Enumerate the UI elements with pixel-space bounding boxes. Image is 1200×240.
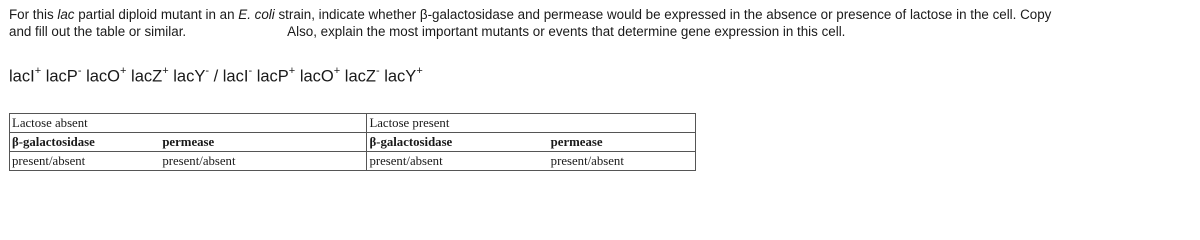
gene-base: lacP (252, 67, 289, 86)
gene-base: lacY (379, 67, 417, 86)
column-beta-galactosidase-absent: β-galactosidase (10, 133, 161, 152)
gene-superscript: - (205, 65, 209, 77)
gene-superscript: - (375, 65, 380, 77)
question-line-1 (9, 6, 1194, 23)
question-italic-ecoli: E. coli (238, 7, 275, 22)
question-text-segment: partial diploid mutant in an (74, 7, 239, 22)
gene-base: / lacI (209, 67, 249, 86)
question-text-segment: and fill out the table or similar. (9, 24, 187, 39)
gene-base: lacZ (340, 67, 376, 86)
gene-superscript: + (34, 65, 42, 77)
lactose-absent-header: Lactose absent (10, 114, 367, 133)
question-italic-lac: lac (57, 7, 75, 22)
table-row (10, 152, 696, 171)
gene-base: lacI (9, 67, 35, 86)
expression-table (9, 113, 696, 171)
gene-superscript: + (333, 65, 341, 77)
question-line-2 (9, 23, 1194, 40)
column-permease-absent: permease (160, 133, 367, 152)
gene-base: lacO (295, 67, 334, 86)
cell-beta-present: present/absent (367, 152, 549, 171)
gene-superscript: - (77, 65, 82, 77)
gene-superscript: + (288, 65, 296, 77)
question-text (9, 6, 1194, 40)
gene-superscript: + (120, 65, 127, 77)
gene-superscript: - (248, 65, 253, 77)
lactose-present-header: Lactose present (369, 116, 450, 130)
column-beta-galactosidase-present: β-galactosidase (367, 133, 549, 152)
question-text-segment: Also, explain the most important mutants or events that determine gene expression in this cell. (287, 24, 846, 39)
cell-permease-present: present/absent (549, 152, 696, 171)
gene-superscript: + (416, 65, 423, 77)
table-column-row (10, 133, 696, 152)
gene-base: lacP (41, 67, 78, 86)
cell-permease-absent: present/absent (160, 152, 367, 171)
genotype-formula (9, 66, 423, 87)
gene-base: lacZ (126, 67, 163, 86)
cell-beta-absent: present/absent (10, 152, 161, 171)
question-text-segment: strain, indicate whether β-galactosidase and permease would be expressed in the absence or presence of lactose in the cell. Copy (274, 7, 1052, 22)
column-permease-present: permease (549, 133, 696, 152)
gene-base: lacO (81, 67, 120, 86)
gene-superscript: + (162, 65, 169, 77)
question-text-segment: For this (9, 7, 58, 22)
table-header-row (10, 114, 696, 133)
gene-base: lacY (168, 67, 206, 86)
